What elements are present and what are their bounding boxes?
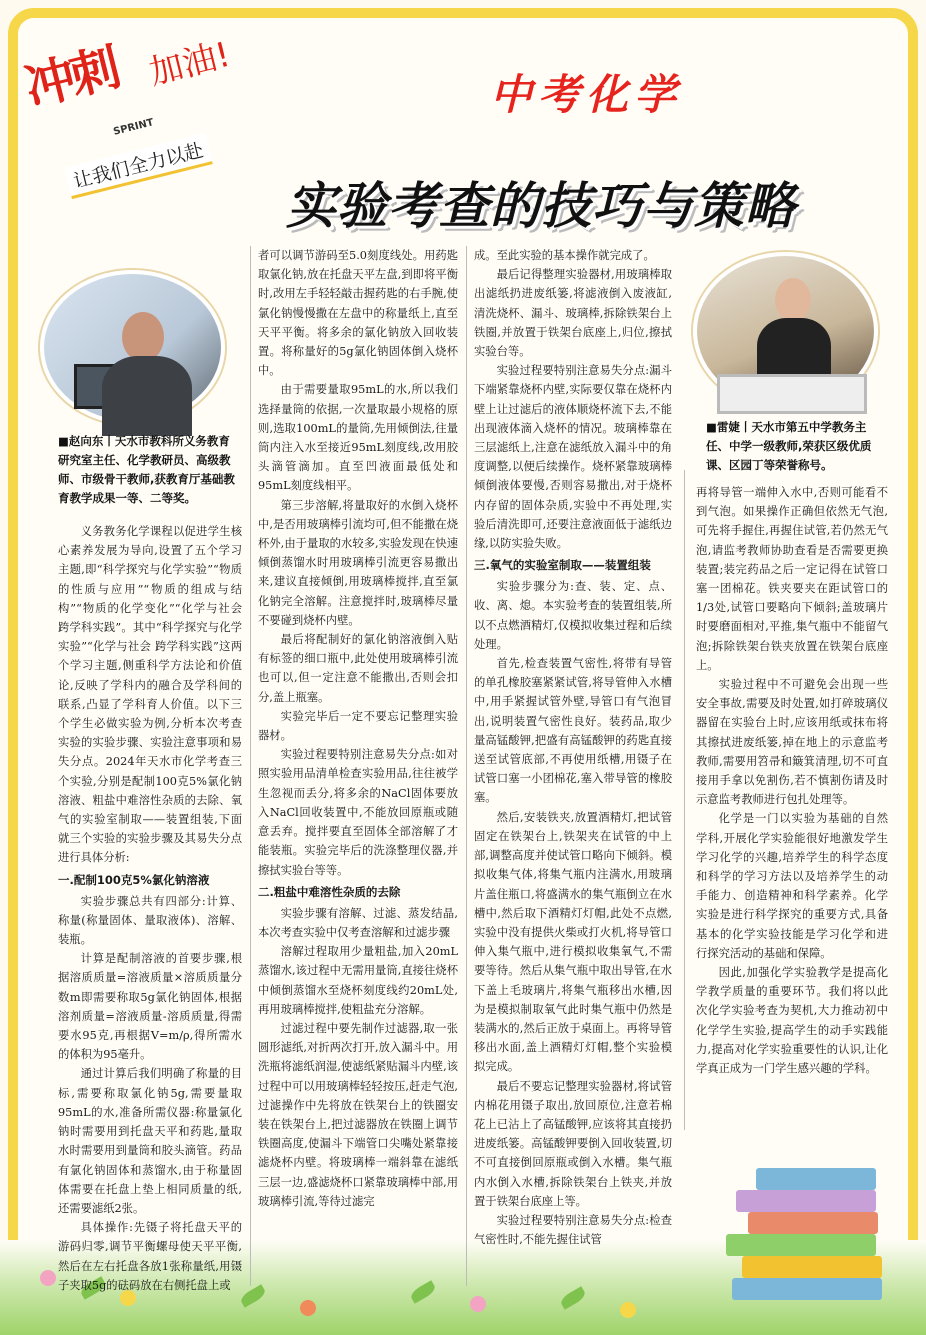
person-body bbox=[102, 356, 192, 436]
book bbox=[742, 1256, 882, 1278]
paragraph: 首先,检查装置气密性,将带有导管的单孔橡胶塞紧紧试管,将导管伸入水槽中,用手紧握试管外壁,导管口有气泡冒出,说明装置气密性良好。装药品,取少量高锰酸钾,把盛有高锰酸钾的药匙直接送至试管底部,不再使用纸槽,用镊子在试管口塞一小团棉花,塞入带导管的橡胶塞。 bbox=[474, 657, 672, 805]
author-photo-lei bbox=[693, 252, 878, 410]
paragraph: 成。至此实验的基本操作就完成了。 bbox=[474, 249, 655, 262]
paragraph: 实验步骤分为:查、装、定、点、收、离、熄。本实验考查的装置组装,所以不点燃酒精灯,仅模拟收集过程和后续处理。 bbox=[474, 580, 672, 651]
column-divider bbox=[250, 246, 251, 1286]
book bbox=[756, 1168, 876, 1190]
paragraph: 然后,安装铁夹,放置酒精灯,把试管固定在铁架台上,铁架夹在试管的中上部,调整高度并使试管口略向下倾斜。模拟收集气体,将集气瓶内注满水,用玻璃片盖住瓶口,将盛满水的集气瓶倒立在水槽中,然后取下酒精灯灯帽,此处不点燃,实验中没有提供火柴或打火机,将导管口伸入集气瓶中,进行模拟收集氧气,不需要等待。然后从集气瓶中取出导管,在水下盖上毛玻璃片,将集气瓶移出水槽,因为是模拟制取氧气此时集气瓶中仍然是装满水的,然后正放于桌面上。再将导管移出水面,盖上酒精灯灯帽,整个实验模拟完成。 bbox=[474, 810, 672, 1074]
author-photo-zhao bbox=[40, 270, 225, 425]
paragraph: 实验过程要特别注意易失分点:漏斗下端紧靠烧杯内壁,实际要仅靠在烧杯内壁上让过滤后的液体顺烧杯流下去,不能出现液体滴入烧杯的情况。玻璃棒靠在三层滤纸上,注意在滤纸放入漏斗中的角度调整,以便后续操作。烧杯紧靠玻璃棒倾倒液体要慢,否则容易撒出,对于烧杯内存留的固体杂质,实验中不再处理,实验后清洗即可,还要注意液面低于滤纸边缘,以防实验失败。 bbox=[474, 364, 672, 551]
flower-decoration bbox=[620, 1302, 636, 1318]
book bbox=[726, 1234, 876, 1256]
person-head bbox=[122, 312, 164, 362]
banner-main: 冲刺 bbox=[19, 38, 123, 118]
flower-decoration bbox=[470, 1296, 486, 1312]
paragraph: 实验步骤有溶解、过滤、蒸发结晶,本次考查实验中仅考查溶解和过滤步骤 bbox=[258, 906, 458, 939]
flower-decoration bbox=[300, 1300, 316, 1316]
paragraph: 过滤过程中要先制作过滤器,取一张圆形滤纸,对折两次打开,放入漏斗中。用洗瓶将滤纸润湿,使滤纸紧贴漏斗内壁,该过程中可以用玻璃棒轻轻按压,赶走气泡,过滤操作中先将放在铁架台上的铁圈安装在铁架台上,把过滤器放在铁圈上调节铁圈高度,使漏斗下端管口尖嘴处紧靠接滤烧杯内壁。将玻璃棒一端斜靠在滤纸三层一边,盛滤烧杯口紧靠玻璃棒中部,用玻璃棒引流,等待过滤完 bbox=[258, 1021, 458, 1208]
paragraph: 实验过程要特别注意易失分点:如对照实验用品清单检查实验用品,往往被学生忽视而丢分,将多余的NaCl固体要放入NaCl回收装置中,不能放回原瓶或随意丢弃。搅拌要直至固体全部溶解了才能装瓶。实验完毕后的洗涤整理仪器,并擦拭实验台等等。 bbox=[258, 748, 458, 877]
paragraph: 通过计算后我们明确了称量的目标,需要称取氯化钠5g,需要量取95mL的水,准备所需仪器:称量氯化钠时需要用到托盘天平和药匙,量取水时需要用到量筒和胶头滴管。药品有氯化钠固体和蒸馏水,由于称量固体需要在托盘上垫上相同质量的纸,还需要滤纸2张。 bbox=[58, 1067, 242, 1215]
paragraph: 由于需要量取95mL的水,所以我们选择量筒的依据,一次量取最小规格的原则,选取100mL的量筒,先用倾倒法,往量筒内注入水至接近95mL刻度线,改用胶头滴管滴加。直至凹液面最低处和95mL刻度线相平。 bbox=[258, 383, 458, 493]
paragraph: 第三步溶解,将量取好的水倒入烧杯中,是否用玻璃棒引流均可,但不能撒在烧杯外,由于量取的水较多,实验发现在快速倾倒蒸馏水时用玻璃棒引流更容易撒出来,建议直接倾倒,用玻璃棒搅拌,直至氯化钠完全溶解。注意搅拌时,玻璃棒尽量不要碰到烧杯内壁。 bbox=[258, 498, 458, 627]
paragraph: 最后记得整理实验器材,用玻璃棒取出滤纸扔进废纸篓,将滤液倒入废液缸,清洗烧杯、漏斗、玻璃棒,拆除铁架台上铁圈,并放置于铁架台底座上,归位,擦拭实验台等。 bbox=[474, 268, 672, 359]
paragraph: 实验过程要特别注意易失分点:检查气密性时,不能先握住试管 bbox=[474, 1213, 672, 1247]
sprint-banner bbox=[18, 10, 258, 200]
column-divider bbox=[466, 246, 467, 1286]
subject-title: 中考化学 bbox=[490, 70, 683, 119]
page-title: 实验考查的技巧与策略 bbox=[286, 177, 796, 235]
flower-decoration bbox=[40, 1270, 56, 1286]
paragraph: 义务教务化学课程以促进学生核心素养发展为导向,设置了五个学习主题,即“科学探究与化学实验”“物质的性质与应用”“物质的组成与结构”“物质的化学变化”“化学与社会 跨学科实践”。其中“科学探究与化学实验”“化学与社会 跨学科实践”这两个学习主题,侧重科学方法论和价值论,反映了学科内的融合及学科间的联系,凸显了学科育人价值。以下三个学生必做实验为例,分析本次考查实验的实验步骤、实验注意事项和易失分点。2024年天水市化学考查三个实验,分别是配制100克5%氯化钠溶液、粗盐中难溶性杂质的去除、氧气的实验室制取——装置组装,下面就三个实验的实验步骤及其易失分点进行具体分析: bbox=[58, 525, 242, 865]
book bbox=[748, 1212, 878, 1234]
author-bio: ■雷婕丨天水市第五中学教务主任、中学一级教师,荣获区级优质课、区园丁等荣誉称号。 bbox=[706, 420, 872, 472]
article-column-1 bbox=[58, 522, 242, 1292]
paragraph: 化学是一门以实验为基础的自然学科,开展化学实验能很好地激发学生学习化学的兴趣,培养学生的科学态度和科学的学习方法以及培养学生的动手能力、创造精神和科学素养。化学实验是进行科学探究的重要方式,具备基本的化学实验技能是学习化学和进行探究活动的基础和保障。 bbox=[696, 812, 888, 960]
paragraph: 计算是配制溶液的首要步骤,根据溶质质量=溶液质量×溶质质量分数m即需要称取5g氯化钠固体,根据溶剂质量=溶液质量-溶质质量,得需要水95克,再根据V=m/ρ,得所需水的体积为95毫升。 bbox=[58, 952, 242, 1062]
banner-slogan: 让我们全力以赴 bbox=[64, 133, 212, 199]
article-column-3 bbox=[474, 246, 672, 1286]
book bbox=[736, 1190, 876, 1212]
author-bio: ■赵向东丨天水市教科所义务教育研究室主任、化学教研员、高级教师、市级骨干教师,获教育厅基础教育教学成果一等、二等奖。 bbox=[58, 434, 235, 505]
paragraph: 实验步骤总共有四部分:计算、称量(称量固体、量取液体)、溶解、装瓶。 bbox=[58, 894, 242, 947]
banner-sprint-en: SPRINT bbox=[112, 117, 155, 138]
paragraph: 溶解过程取用少量粗盐,加入20mL蒸馏水,该过程中无需用量筒,直接往烧杯中倾倒蒸馏水至烧杯刻度线约20mL处,再用玻璃棒搅拌,使粗盐充分溶解。 bbox=[258, 945, 458, 1016]
paragraph: 最后将配制好的氯化钠溶液倒入贴有标签的细口瓶中,此处使用玻璃棒引流也可以,但一定注意不能撒出,否则会扣分,盖上瓶塞。 bbox=[258, 633, 458, 704]
article-column-2 bbox=[258, 246, 458, 1286]
section-heading: 二.粗盐中难溶性杂质的去除 bbox=[258, 884, 401, 899]
paragraph: 因此,加强化学实验教学是提高化学教学质量的重要环节。我们将以此次化学实验考查为契机,大力推动初中化学学生实验,提高学生的动手实践能力,提高对化学实验重要性的认识,让化学真正成为一门学生感兴趣的学科。 bbox=[696, 966, 888, 1076]
books-illustration bbox=[712, 1148, 902, 1308]
paragraph: 实验过程中不可避免会出现一些安全事故,需要及时处置,如打碎玻璃仪器留在实验台上时,应该用纸或抹布将其擦拭进废纸篓,掉在地上的示意监考教师,需要用笤帚和簸箕清理,切不可直接用手拿以免割伤,若不慎割伤请及时示意监考教师进行包扎处理等。 bbox=[696, 678, 888, 807]
paragraph: 再将导管一端伸入水中,否则可能看不到气泡。如果操作正确但依然无气泡,可先将手握住,再握住试管,若仍然无气泡,请监考教师协助查看是否需要更换装置;装完药品之后一定记得在试管口塞一团棉花。铁夹要夹在距试管口的1/3处,试管口要略向下倾斜;盖玻璃片时要磨面相对,平推,集气瓶中不能留气泡;拆除铁架台铁夹放置在铁架台底座上。 bbox=[696, 486, 888, 672]
paragraph: 者可以调节游码至5.0刻度线处。用药匙取氯化钠,放在托盘天平左盘,到即将平衡时,改用左手轻轻敲击握药匙的右手腕,使氯化钠慢慢撒在左盘中的称量纸上,直至天平平衡。将多余的氯化钠放入回收装置。将称量好的5g氯化钠固体倒入烧杯中。 bbox=[258, 249, 458, 378]
paragraph: 实验完毕后一定不要忘记整理实验器材。 bbox=[258, 709, 458, 743]
paragraph: 最后不要忘记整理实验器材,将试管内棉花用镊子取出,放回原位,注意若棉花上已沾上了高锰酸钾,应该将其直接扔进废纸篓。高锰酸钾要倒入回收装置,切不可直接倒回原瓶或倒入水槽。集气瓶内水倒入水槽,拆除铁架台上铁夹,并放置于铁架台底座上等。 bbox=[474, 1079, 672, 1208]
paragraph: 具体操作:先镊子将托盘天平的游码归零,调节平衡螺母使天平平衡,然后在左右托盘各放1张称量纸,用镊子夹取5g的砝码放在右侧托盘上或 bbox=[58, 1221, 242, 1292]
column-divider bbox=[684, 470, 685, 1130]
article-column-4 bbox=[696, 483, 888, 1123]
section-heading: 三.氧气的实验室制取——装置组装 bbox=[474, 558, 651, 573]
book bbox=[732, 1278, 882, 1300]
section-heading: 一.配制100克5%氯化钠溶液 bbox=[58, 872, 210, 887]
desk bbox=[717, 374, 867, 414]
banner-cheer: 加油! bbox=[145, 34, 235, 94]
person-head bbox=[775, 278, 811, 322]
